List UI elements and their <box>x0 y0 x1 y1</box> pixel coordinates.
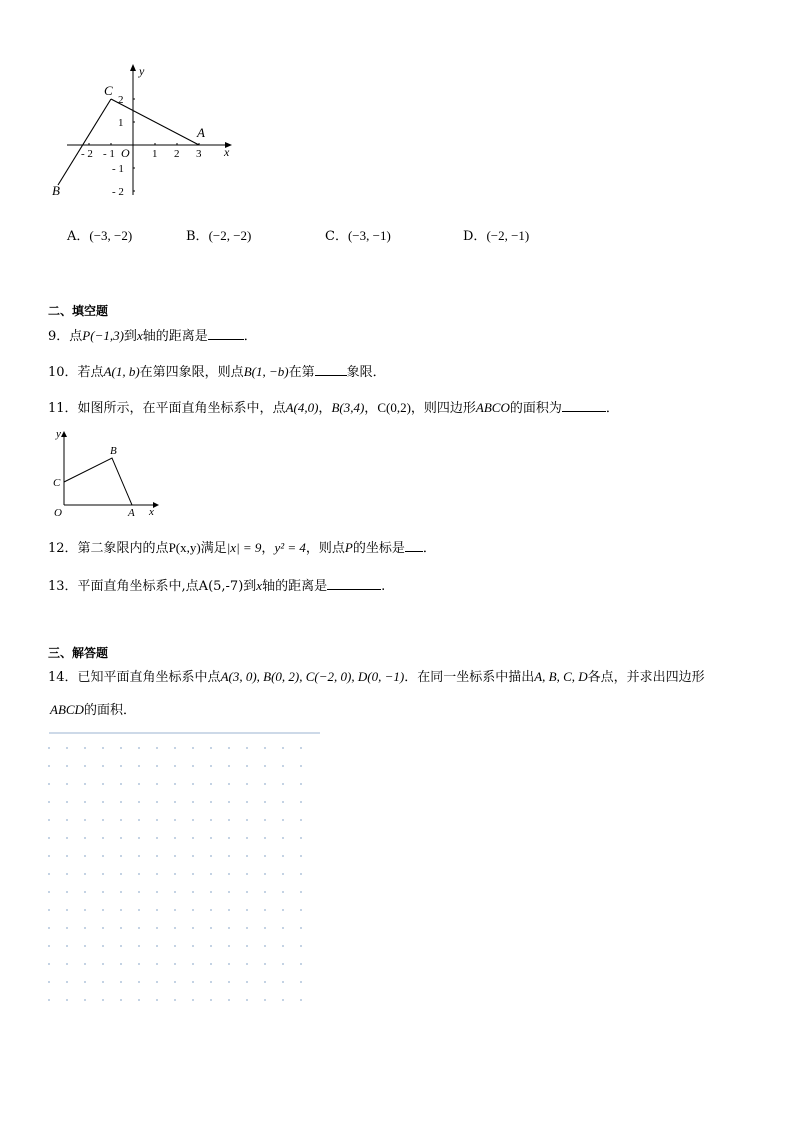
grid-dot <box>156 945 158 947</box>
grid-dot <box>174 945 176 947</box>
x-tick-label: - 1 <box>103 148 115 160</box>
grid-dot <box>192 783 194 785</box>
point-label-A: A <box>197 125 205 140</box>
grid-dot <box>84 783 86 785</box>
grid-dot <box>66 927 68 929</box>
grid-dot <box>282 873 284 875</box>
grid-dot <box>228 963 230 965</box>
coordinate-figure-2 <box>48 425 168 520</box>
option-letter: C． <box>325 229 348 244</box>
x-axis-label: x <box>224 145 230 159</box>
grid-dot <box>48 747 50 749</box>
section-title-fill-in: 二、填空题 <box>48 304 109 318</box>
grid-dot <box>138 783 140 785</box>
grid-dot <box>228 927 230 929</box>
grid-dot <box>120 783 122 785</box>
x-axis-label: x <box>149 506 154 518</box>
point-label-C: C <box>104 83 113 98</box>
grid-dot <box>174 855 176 857</box>
grid-dot <box>174 909 176 911</box>
grid-dot <box>264 891 266 893</box>
grid-dot <box>156 909 158 911</box>
grid-dot <box>246 855 248 857</box>
grid-dot <box>120 855 122 857</box>
point-label-C: C <box>53 477 61 489</box>
grid-dot <box>120 891 122 893</box>
answer-blank[interactable] <box>405 539 423 552</box>
grid-dot <box>228 783 230 785</box>
question-11: 11．如图所示，在平面直角坐标系中，点A(4,0)，B(3,4)，C(0,2)，则四边形ABCO的面积为 ． <box>48 400 619 416</box>
grid-dot <box>120 945 122 947</box>
grid-dot <box>300 801 302 803</box>
grid-dot <box>66 819 68 821</box>
grid-dot <box>300 765 302 767</box>
grid-dot <box>192 873 194 875</box>
grid-dot <box>66 837 68 839</box>
grid-dot <box>156 855 158 857</box>
grid-dot <box>300 837 302 839</box>
grid-dot <box>210 945 212 947</box>
point-p: P(−1,3) <box>82 328 124 343</box>
grid-dot <box>138 909 140 911</box>
grid-dot <box>66 855 68 857</box>
grid-dot <box>84 855 86 857</box>
grid-dot <box>282 891 284 893</box>
grid-dot <box>102 765 104 767</box>
grid-dot <box>228 999 230 1001</box>
grid-dot <box>138 981 140 983</box>
grid-dot <box>264 945 266 947</box>
grid-dot <box>282 747 284 749</box>
point-label-B: B <box>52 183 60 198</box>
grid-dot <box>246 927 248 929</box>
question-9: 9．点P(−1,3)到x轴的距离是 ． <box>48 328 257 344</box>
grid-dot <box>156 963 158 965</box>
grid-dot <box>84 765 86 767</box>
grid-dot <box>228 765 230 767</box>
grid-dot <box>228 819 230 821</box>
grid-dot <box>300 891 302 893</box>
grid-dot <box>156 927 158 929</box>
grid-dot <box>246 963 248 965</box>
segment-BC <box>58 99 111 185</box>
y-tick-label: 1 <box>118 117 124 129</box>
grid-dot <box>246 801 248 803</box>
grid-dot <box>210 801 212 803</box>
grid-dot <box>192 945 194 947</box>
grid-dot <box>66 909 68 911</box>
grid-dot <box>156 981 158 983</box>
grid-dot <box>138 801 140 803</box>
grid-dot <box>210 783 212 785</box>
grid-dot <box>282 909 284 911</box>
grid-dot <box>48 765 50 767</box>
grid-dot <box>102 927 104 929</box>
grid-dot <box>228 855 230 857</box>
grid-dot <box>174 891 176 893</box>
grid-dot <box>192 927 194 929</box>
grid-dot <box>300 873 302 875</box>
grid-dot <box>210 837 212 839</box>
y-tick-label: 2 <box>118 94 124 106</box>
grid-dot <box>102 801 104 803</box>
answer-blank[interactable] <box>315 363 347 376</box>
grid-dot <box>300 945 302 947</box>
grid-dot <box>282 945 284 947</box>
grid-dot <box>66 747 68 749</box>
grid-dot <box>192 891 194 893</box>
grid-dot <box>228 801 230 803</box>
answer-blank[interactable] <box>562 399 606 412</box>
grid-dot <box>264 999 266 1001</box>
grid-dot <box>48 837 50 839</box>
grid-dot <box>300 747 302 749</box>
grid-dot <box>120 765 122 767</box>
grid-dot <box>264 765 266 767</box>
grid-dot <box>192 963 194 965</box>
grid-dot <box>264 747 266 749</box>
grid-dot <box>282 801 284 803</box>
grid-dot <box>84 909 86 911</box>
option-letter: A． <box>67 229 90 244</box>
grid-dot <box>246 837 248 839</box>
grid-dot <box>174 981 176 983</box>
grid-dot <box>174 999 176 1001</box>
question-12: 12．第二象限内的点P(x,y)满足|x| = 9，y² = 4，则点P的坐标是 ． <box>48 540 436 556</box>
grid-dot <box>264 837 266 839</box>
grid-dot <box>264 801 266 803</box>
grid-dot <box>138 927 140 929</box>
grid-dot <box>102 747 104 749</box>
grid-dot <box>246 873 248 875</box>
grid-dot <box>156 765 158 767</box>
option-value: (−2, −2) <box>208 228 252 243</box>
grid-dot <box>84 747 86 749</box>
x-tick-label: 1 <box>152 148 158 160</box>
grid-dot <box>66 801 68 803</box>
grid-dot <box>102 873 104 875</box>
answer-grid[interactable] <box>45 728 325 1013</box>
y-axis-label: y <box>139 64 145 78</box>
grid-dot <box>48 801 50 803</box>
grid-dot <box>120 981 122 983</box>
grid-dot <box>102 891 104 893</box>
grid-dot <box>156 873 158 875</box>
grid-dot <box>138 855 140 857</box>
grid-dot <box>192 801 194 803</box>
grid-dot <box>282 837 284 839</box>
section-title-answer: 三、解答题 <box>48 646 109 660</box>
grid-dot <box>300 819 302 821</box>
origin-label: O <box>54 507 62 519</box>
grid-dot <box>210 999 212 1001</box>
y-tick-label: - 2 <box>112 186 124 198</box>
segment-CA <box>111 99 199 145</box>
grid-dot <box>282 927 284 929</box>
point-label-A: A <box>128 507 135 519</box>
grid-dot <box>138 765 140 767</box>
grid-dot <box>174 747 176 749</box>
grid-dot <box>138 891 140 893</box>
y-tick-label: - 1 <box>112 163 124 175</box>
grid-dot <box>138 837 140 839</box>
grid-dot <box>66 873 68 875</box>
grid-dot <box>174 963 176 965</box>
grid-dot <box>48 945 50 947</box>
grid-dot <box>264 783 266 785</box>
grid-dot <box>120 927 122 929</box>
grid-dot <box>102 963 104 965</box>
grid-dot <box>84 819 86 821</box>
grid-dot <box>300 981 302 983</box>
origin-label: O <box>121 146 130 160</box>
grid-dot <box>174 783 176 785</box>
grid-dot <box>246 819 248 821</box>
question-14: 14．已知平面直角坐标系中点A(3, 0), B(0, 2), C(−2, 0), D(0, −1)．在同一坐标系中描出A, B, C, D各点，并求出四边形 <box>48 669 705 685</box>
grid-dot <box>228 945 230 947</box>
grid-dot <box>264 981 266 983</box>
grid-dot <box>264 819 266 821</box>
grid-dot <box>84 963 86 965</box>
grid-dot <box>210 747 212 749</box>
grid-dot <box>156 747 158 749</box>
grid-dot <box>156 999 158 1001</box>
grid-dot <box>84 891 86 893</box>
grid-dot <box>174 873 176 875</box>
question-14-continued: ABCD的面积． <box>50 702 136 718</box>
grid-dot <box>300 927 302 929</box>
grid-dot <box>282 783 284 785</box>
option-value: (−2, −1) <box>486 228 530 243</box>
grid-dot <box>84 945 86 947</box>
grid-dot <box>300 909 302 911</box>
y-axis-label: y <box>56 428 61 440</box>
option-letter: D． <box>463 229 487 244</box>
option-value: (−3, −2) <box>89 228 133 243</box>
grid-dot <box>192 837 194 839</box>
grid-dot <box>282 765 284 767</box>
shape-CBA <box>64 458 132 505</box>
grid-dot <box>246 891 248 893</box>
grid-dot <box>138 999 140 1001</box>
grid-dot <box>138 945 140 947</box>
grid-dot <box>264 963 266 965</box>
grid-dot <box>264 855 266 857</box>
grid-dot <box>84 981 86 983</box>
x-axis-arrow <box>153 502 159 508</box>
grid-dot <box>120 837 122 839</box>
grid-dot <box>282 963 284 965</box>
grid-dot <box>102 837 104 839</box>
grid-dot <box>210 855 212 857</box>
grid-dot <box>192 819 194 821</box>
option-value: (−3, −1) <box>347 228 391 243</box>
grid-dot <box>120 819 122 821</box>
grid-dot <box>48 981 50 983</box>
grid-dot <box>282 999 284 1001</box>
grid-dot <box>48 891 50 893</box>
grid-dot <box>48 783 50 785</box>
grid-dot <box>246 999 248 1001</box>
grid-dot <box>138 873 140 875</box>
grid-dot <box>156 783 158 785</box>
grid-dot <box>48 909 50 911</box>
grid-dot <box>120 963 122 965</box>
grid-dot <box>102 909 104 911</box>
grid-dot <box>246 945 248 947</box>
grid-dot <box>102 783 104 785</box>
question-10: 10．若点A(1, b)在第四象限，则点B(1, −b)在第 象限． <box>48 364 386 380</box>
grid-dot <box>246 909 248 911</box>
grid-dot <box>102 819 104 821</box>
grid-dot <box>84 999 86 1001</box>
grid-dot <box>210 981 212 983</box>
grid-dot <box>192 747 194 749</box>
x-tick-label: - 2 <box>81 148 93 160</box>
grid-dot <box>210 909 212 911</box>
grid-dot <box>192 765 194 767</box>
grid-dot <box>192 999 194 1001</box>
grid-dot <box>228 747 230 749</box>
grid-dot <box>246 981 248 983</box>
grid-dot <box>228 981 230 983</box>
grid-dot <box>282 855 284 857</box>
grid-dot <box>138 819 140 821</box>
grid-dot <box>300 999 302 1001</box>
option-b[interactable] <box>186 228 251 245</box>
grid-dot <box>228 891 230 893</box>
grid-dot <box>48 927 50 929</box>
grid-dot <box>300 783 302 785</box>
grid-dot <box>246 765 248 767</box>
grid-dot <box>210 873 212 875</box>
x-tick-label: 2 <box>174 148 180 160</box>
grid-dot <box>84 837 86 839</box>
grid-dot <box>66 999 68 1001</box>
grid-dot <box>174 765 176 767</box>
grid-dot <box>300 855 302 857</box>
grid-dot <box>48 819 50 821</box>
grid-dot <box>174 927 176 929</box>
grid-dot <box>264 873 266 875</box>
grid-dot <box>228 873 230 875</box>
question-13: 13．平面直角坐标系中,点A(5,-7)到x轴的距离是 . <box>48 578 386 594</box>
grid-dot <box>48 855 50 857</box>
grid-dot <box>210 927 212 929</box>
grid-dot <box>102 981 104 983</box>
grid-dot <box>246 783 248 785</box>
grid-dot <box>210 765 212 767</box>
option-d[interactable] <box>463 228 529 245</box>
grid-dot <box>156 801 158 803</box>
grid-dot <box>84 927 86 929</box>
grid-dot <box>210 891 212 893</box>
grid-dot <box>228 837 230 839</box>
grid-dot <box>282 981 284 983</box>
grid-dot <box>48 963 50 965</box>
grid-dot <box>102 945 104 947</box>
grid-dot <box>66 765 68 767</box>
grid-dot <box>264 927 266 929</box>
option-c[interactable] <box>325 228 391 245</box>
grid-dot <box>282 819 284 821</box>
grid-dot <box>192 855 194 857</box>
grid-dot <box>120 801 122 803</box>
grid-dot <box>120 747 122 749</box>
grid-dot <box>228 909 230 911</box>
grid-dot <box>138 963 140 965</box>
grid-dot <box>48 999 50 1001</box>
grid-dot <box>120 909 122 911</box>
option-letter: B． <box>186 229 209 244</box>
grid-dot <box>174 801 176 803</box>
grid-dot <box>102 999 104 1001</box>
grid-dot <box>66 981 68 983</box>
grid-dot <box>84 801 86 803</box>
grid-dot <box>300 963 302 965</box>
grid-dot <box>48 873 50 875</box>
grid-dot <box>192 909 194 911</box>
grid-dot <box>138 747 140 749</box>
point-label-B: B <box>110 445 117 457</box>
grid-dot <box>174 837 176 839</box>
grid-dot <box>246 747 248 749</box>
grid-dot <box>84 873 86 875</box>
grid-dot <box>264 909 266 911</box>
grid-dot <box>210 963 212 965</box>
grid-dot <box>156 837 158 839</box>
answer-blank[interactable] <box>327 577 381 590</box>
grid-dot <box>66 891 68 893</box>
grid-dot <box>66 783 68 785</box>
grid-dot <box>102 855 104 857</box>
x-tick-label: 3 <box>196 148 202 160</box>
grid-dot <box>120 873 122 875</box>
coordinate-figure-1 <box>40 55 240 205</box>
grid-dot <box>174 819 176 821</box>
answer-blank[interactable] <box>208 327 244 340</box>
grid-dot <box>156 819 158 821</box>
grid-dot <box>210 819 212 821</box>
y-axis-arrow <box>130 64 136 71</box>
grid-dot <box>66 963 68 965</box>
grid-dot <box>192 981 194 983</box>
grid-dot <box>156 891 158 893</box>
option-a[interactable] <box>67 228 132 245</box>
y-axis-arrow <box>61 431 67 437</box>
grid-dot <box>66 945 68 947</box>
grid-dot <box>120 999 122 1001</box>
